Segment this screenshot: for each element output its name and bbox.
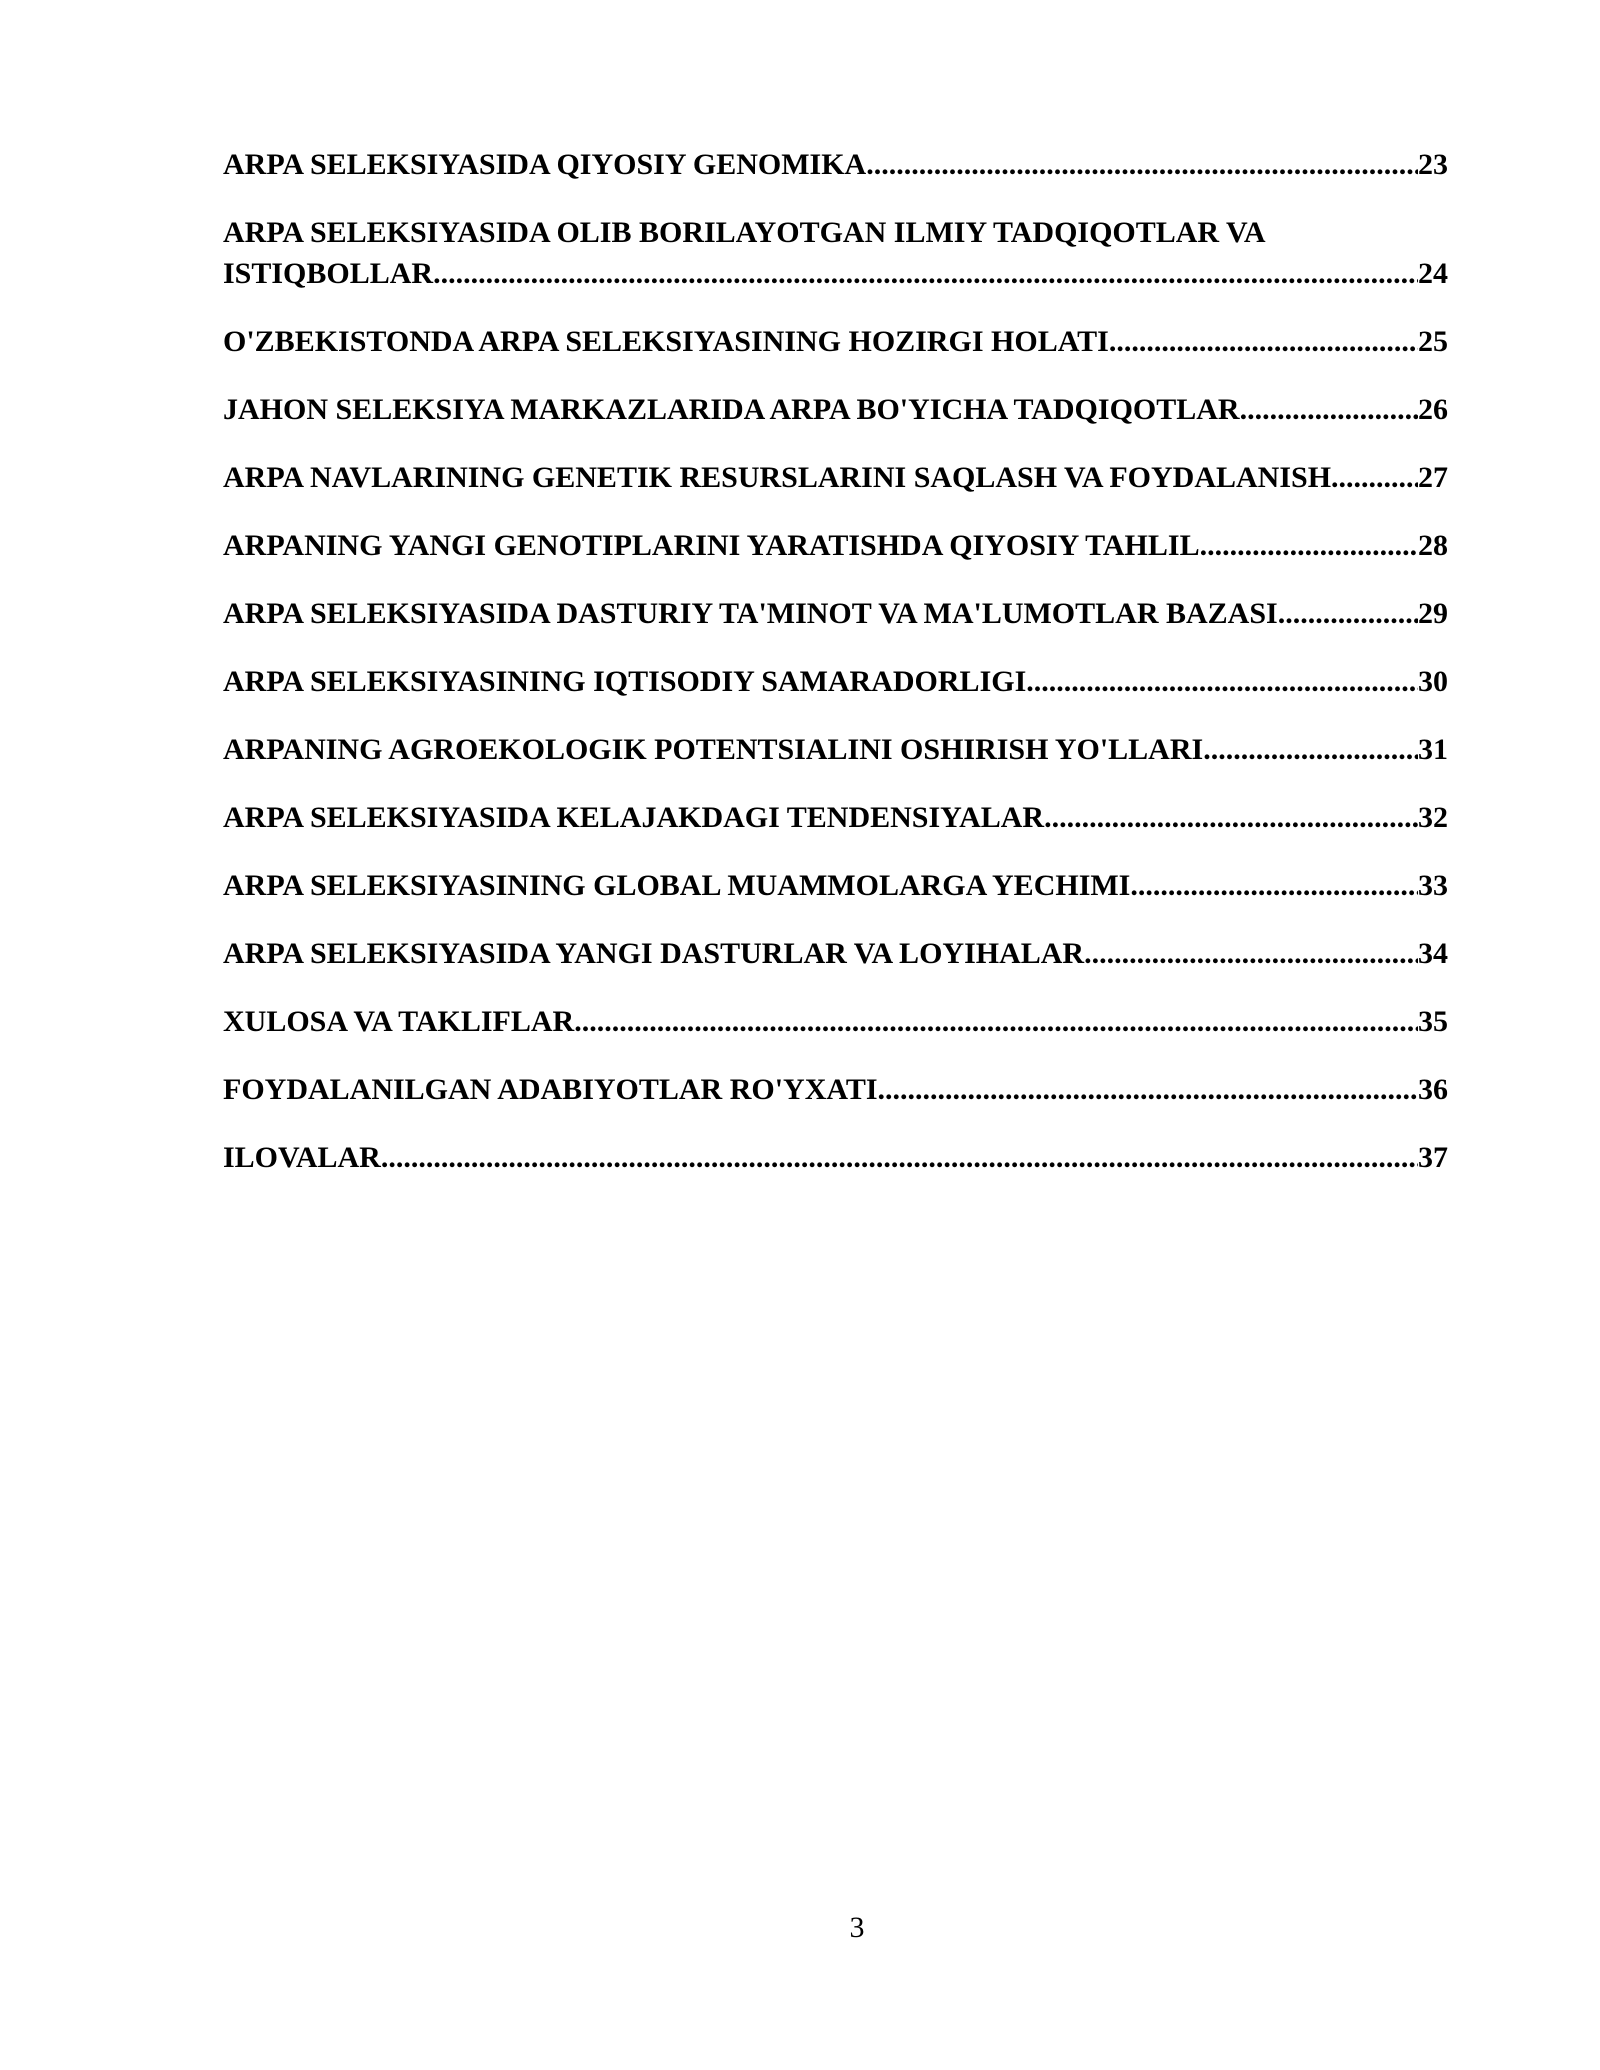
toc-entry[interactable] [223,1001,1448,1042]
toc-entry-page: 30 [1418,665,1448,698]
dot-leader [1240,389,1418,430]
toc-entry[interactable] [223,797,1448,838]
toc-entry-page: 31 [1418,733,1448,766]
toc-entry-title-line1: ARPA SELEKSIYASIDA OLIB BORILAYOTGAN ILMIY TADQIQOTLAR VA [223,216,1266,249]
toc-entry-title: ARPA SELEKSIYASIDA QIYOSIY GENOMIKA [223,148,867,181]
toc-entry-title: FOYDALANILGAN ADABIYOTLAR RO'YXATI [223,1073,878,1106]
toc-entry[interactable] [223,457,1448,498]
dot-leader [1278,593,1418,634]
toc-entry[interactable] [223,593,1448,634]
toc-entry-page: 32 [1418,801,1448,834]
dot-leader [1200,525,1418,566]
toc-entry-title: ARPA SELEKSIYASIDA YANGI DASTURLAR VA LOYIHALAR [223,937,1085,970]
toc-entry-title: ARPA SELEKSIYASINING IQTISODIY SAMARADORLIGI [223,665,1027,698]
toc-entry-title: ILOVALAR [223,1141,381,1174]
toc-entry[interactable] [223,661,1448,702]
table-of-contents [223,144,1448,1205]
toc-entry-title: ARPANING AGROEKOLOGIK POTENTSIALINI OSHIRISH YO'LLARI [223,733,1204,766]
dot-leader [1026,661,1418,702]
toc-entry[interactable] [223,321,1448,362]
dot-leader [878,1069,1418,1110]
dot-leader [1084,933,1418,974]
toc-entry-page: 28 [1418,529,1448,562]
toc-entry-page: 23 [1418,148,1448,181]
toc-entry-title: JAHON SELEKSIYA MARKAZLARIDA ARPA BO'YICHA TADQIQOTLAR [223,393,1240,426]
toc-entry-page: 29 [1418,597,1448,630]
toc-entry[interactable] [223,212,1448,294]
dot-leader [1339,457,1418,498]
toc-entry-page: 25 [1418,325,1448,358]
toc-entry[interactable] [223,389,1448,430]
dot-leader [381,1137,1418,1178]
dot-leader [1203,729,1418,770]
toc-entry-title: ARPA SELEKSIYASIDA DASTURIY TA'MINOT VA MA'LUMOTLAR BAZASI [223,597,1278,630]
toc-entry[interactable] [223,933,1448,974]
toc-entry-page: 33 [1418,869,1448,902]
dot-leader [1044,797,1418,838]
toc-entry-page: 35 [1418,1005,1448,1038]
toc-entry[interactable] [223,525,1448,566]
toc-entry-page: 34 [1418,937,1448,970]
dot-leader [1109,321,1418,362]
page-number: 3 [849,1911,865,1944]
toc-entry-page: 26 [1418,393,1448,426]
toc-entry-title: ARPA NAVLARINING GENETIK RESURSLARINI SAQLASH VA FOYDALANISH. [223,461,1339,494]
toc-entry[interactable] [223,729,1448,770]
dot-leader [433,253,1418,294]
toc-entry-title: XULOSA VA TAKLIFLAR [223,1005,575,1038]
toc-entry-page: 36 [1418,1073,1448,1106]
toc-entry-title: ARPA SELEKSIYASIDA KELAJAKDAGI TENDENSIYALAR [223,801,1045,834]
dot-leader [574,1001,1418,1042]
toc-entry-title: ISTIQBOLLAR [223,257,434,290]
toc-entry-page: 24 [1418,257,1448,290]
toc-entry-title: ARPANING YANGI GENOTIPLARINI YARATISHDA QIYOSIY TAHLIL [223,529,1200,562]
dot-leader [1130,865,1418,906]
toc-entry-page: 27 [1418,461,1448,494]
toc-entry[interactable] [223,1069,1448,1110]
dot-leader [866,144,1418,185]
toc-entry-title: O'ZBEKISTONDA ARPA SELEKSIYASINING HOZIRGI HOLATI [223,325,1109,358]
toc-entry[interactable] [223,144,1448,185]
toc-entry[interactable] [223,1137,1448,1178]
toc-entry[interactable] [223,865,1448,906]
toc-entry-title: ARPA SELEKSIYASINING GLOBAL MUAMMOLARGA YECHIMI [223,869,1131,902]
toc-entry-page: 37 [1418,1141,1448,1174]
